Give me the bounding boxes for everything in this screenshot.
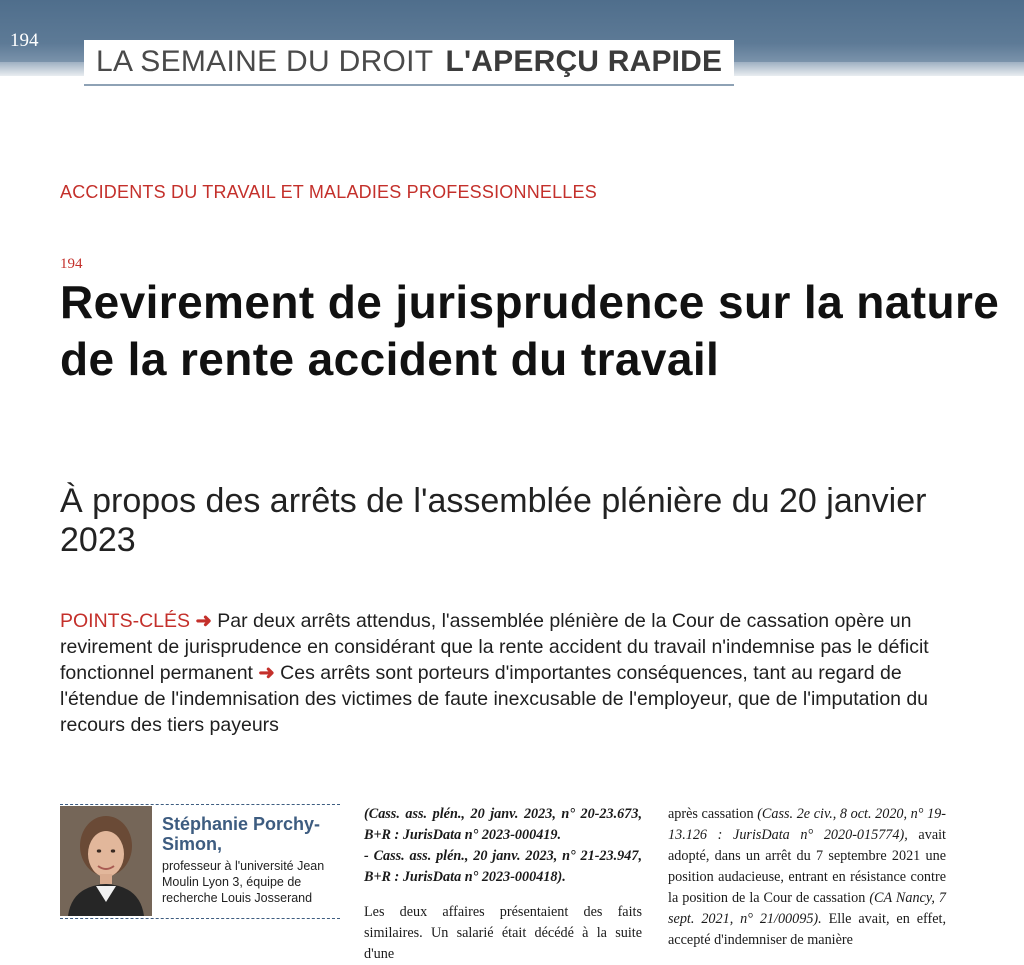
text-run: après cassation — [668, 806, 758, 822]
article-number: 194 — [60, 256, 83, 272]
text-run: avait adopté, dans un arrêt du 7 septembre 2021 une position audacieuse, entrant en résistance contre la position de la Cour de cassation — [668, 827, 946, 906]
text-column-1 — [364, 804, 642, 965]
running-header — [84, 40, 734, 86]
text-run: Elle avait, en effet, accepté d'indemniser de manière — [668, 911, 946, 948]
key-point-2: Ces arrêts sont porteurs d'importantes conséquences, tant au regard de l'étendue de l'indemnisation des victimes de faute inexcusable de l'employeur, que de l'imputation du recours des tiers payeurs — [60, 662, 929, 736]
section-name: L'APERÇU RAPIDE — [445, 45, 723, 78]
author-rule-top — [60, 804, 340, 805]
article-subtitle: À propos des arrêts de l'assemblée plénière du 20 janvier 2023 — [60, 482, 927, 559]
arrow-icon: ➜ — [258, 662, 275, 684]
key-points — [60, 608, 960, 738]
paragraph-gap — [364, 888, 642, 902]
paragraph-2 — [668, 804, 946, 951]
article-title: Revirement de jurisprudence sur la nature de la rente accident du travail — [60, 276, 1000, 385]
author-photo — [60, 806, 152, 916]
publication-name: LA SEMAINE DU DROIT — [96, 45, 434, 78]
article-rubric: ACCIDENTS DU TRAVAIL ET MALADIES PROFESSIONNELLES — [60, 182, 597, 202]
citation-inline: (CA Nancy, 7 sept. 2021, n° 21/00095). — [668, 890, 946, 927]
page-number: 194 — [10, 30, 39, 51]
key-points-label: POINTS-CLÉS — [60, 610, 191, 632]
arrow-icon: ➜ — [195, 610, 212, 632]
citation-inline: (Cass. 2e civ., 8 oct. 2020, n° 19-13.126 : JurisData n° 2020-015774), — [668, 806, 946, 843]
key-point-1: Par deux arrêts attendus, l'assemblée plénière de la Cour de cassation opère un revirement de jurisprudence en considérant que la rente accident du travail n'indemnise pas le déficit fonctionnel permanent — [60, 610, 929, 684]
author-rule-bottom — [60, 918, 340, 919]
paragraph-1: Les deux affaires présentaient des faits similaires. Un salarié était décédé à la suite d'une — [364, 904, 642, 962]
citation-2: - Cass. ass. plén., 20 janv. 2023, n° 21-23.947, B+R : JurisData n° 2023-000418). — [364, 848, 642, 885]
author-name: Stéphanie Porchy-Simon, — [162, 814, 321, 854]
author-affiliation: professeur à l'université Jean Moulin Lyon 3, équipe de recherche Louis Josserand — [162, 859, 325, 905]
citation-1: (Cass. ass. plén., 20 janv. 2023, n° 20-23.673, B+R : JurisData n° 2023-000419. — [364, 806, 642, 843]
text-column-2 — [668, 804, 946, 951]
